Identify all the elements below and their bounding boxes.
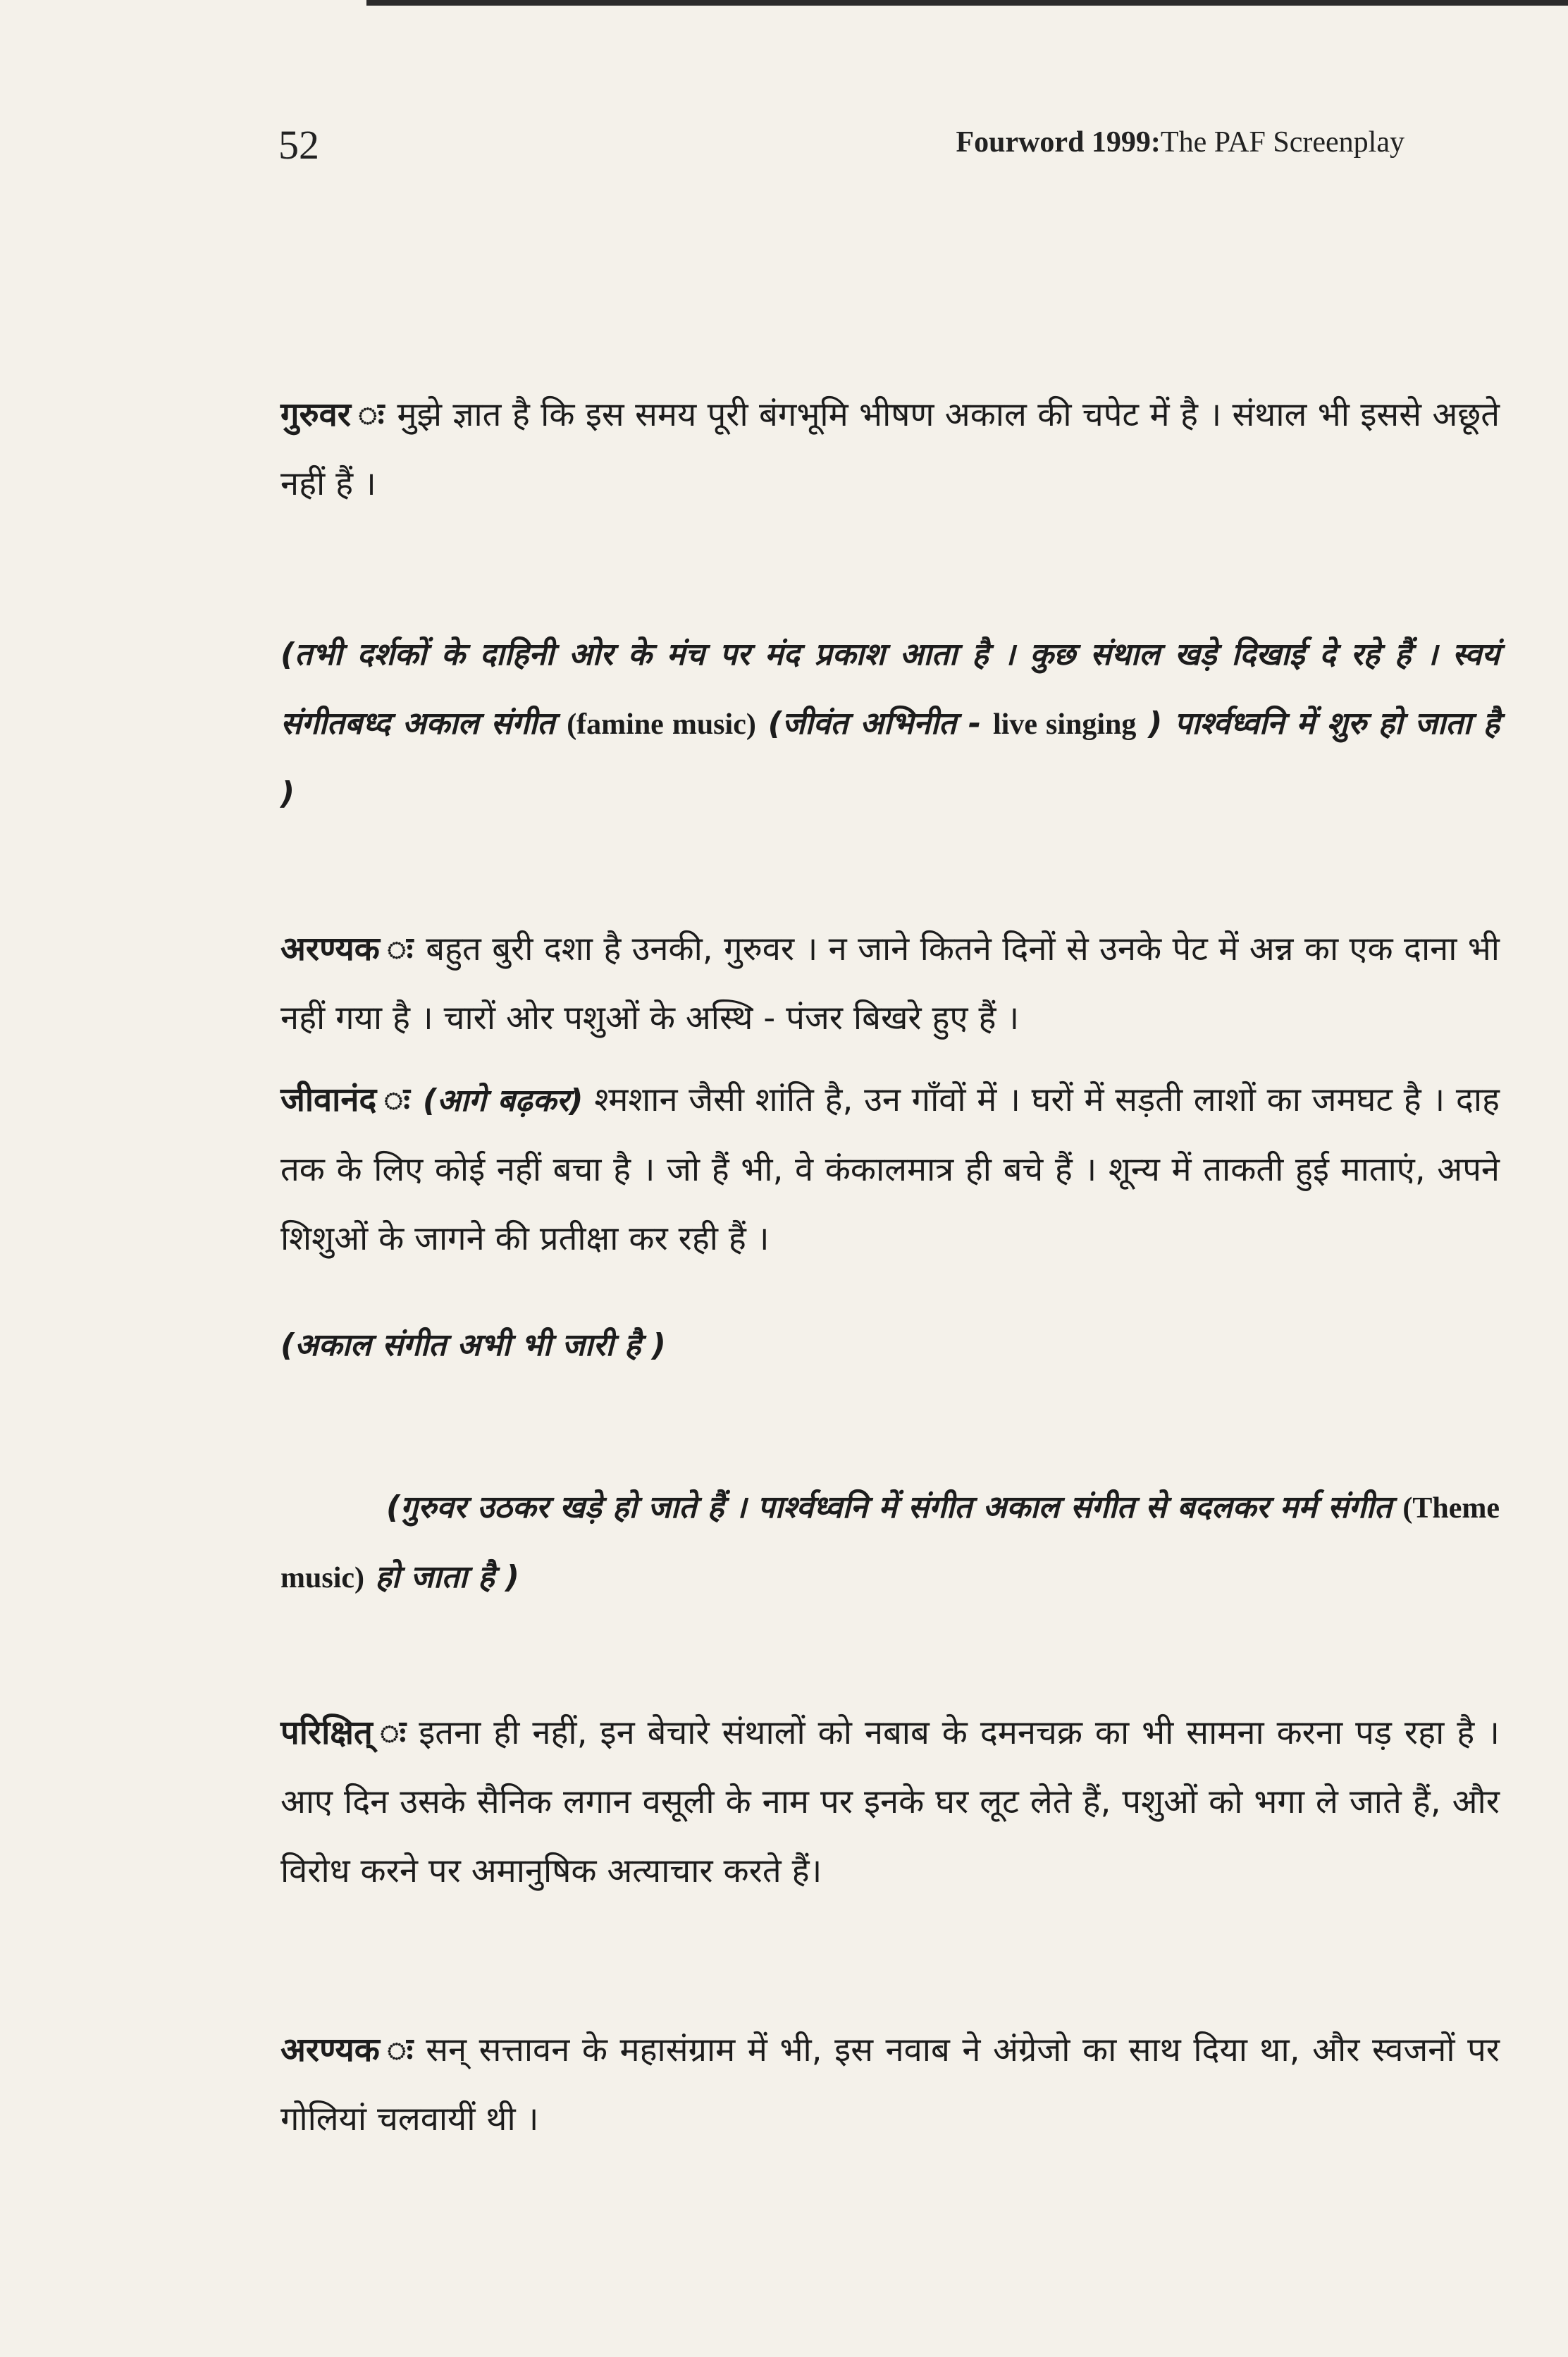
scan-edge xyxy=(366,0,1568,6)
dialogue-text: इतना ही नहीं, इन बेचारे संथालों को नबाब के दमनचक्र का भी सामना करना पड़ रहा है । आए दिन उसके सैनिक लगान वसूली के नाम पर इनके घर लूट लेते हैं, पशुओं को भगा ले जाते हैं, और विरोध करने पर अमानुषिक अत्याचार करते हैं। xyxy=(280,1713,1500,1890)
dialogue-jeevanand xyxy=(280,1066,1500,1274)
dialogue-guruvar xyxy=(280,381,1500,519)
direction-english: live singing xyxy=(993,708,1137,741)
running-header-bold: Fourword 1999: xyxy=(956,126,1161,159)
running-header xyxy=(956,125,1405,159)
running-header-rest: The PAF Screenplay xyxy=(1160,126,1405,159)
speaker-name: अरण्यक xyxy=(280,2031,380,2069)
dialogue-text: श्मशान जैसी शांति है, उन गाँवों में । घरों में सड़ती लाशों का जमघट है । दाह तक के लिए कोई नहीं बचा है । जो हैं भी, वे कंकालमात्र ही बचे हैं । शून्य में ताकती हुई माताएं, अपने शिशुओं के जागने की प्रतीक्षा कर रही हैं । xyxy=(280,1081,1500,1258)
dialogue-aranyak xyxy=(280,915,1500,1053)
direction-text: हो जाता है ) xyxy=(375,1559,520,1595)
stage-direction-theme-music xyxy=(280,1473,1500,1613)
direction-english: (famine music) xyxy=(567,708,756,741)
speaker-separator: ः xyxy=(357,395,385,434)
dialogue-text: मुझे ज्ञात है कि इस समय पूरी बंगभूमि भीषण अकाल की चपेट में है । संथाल भी इससे अछूते नहीं हैं । xyxy=(280,395,1500,503)
stage-direction-famine-music xyxy=(280,620,1500,828)
speaker-separator: ः xyxy=(386,930,414,968)
direction-text: (गुरुवर उठकर खड़े हो जाते हैं । पार्श्वध्वनि में संगीत अकाल संगीत से बदलकर मर्म संगीत xyxy=(386,1489,1392,1525)
dialogue-text: सन् सत्तावन के महासंग्राम में भी, इस नवाब ने अंग्रेजो का साथ दिया था, और स्वजनों पर गोलियां चलवायीं थी । xyxy=(280,2031,1500,2138)
speaker-name: परिक्षित् xyxy=(280,1713,373,1752)
direction-english: (Theme music) xyxy=(280,1492,1500,1594)
speaker-name: जीवानंद xyxy=(280,1081,377,1119)
direction-text: (अकाल संगीत अभी भी जारी है ) xyxy=(280,1327,666,1363)
direction-text: (जीवंत अभिनीत - xyxy=(767,706,982,741)
speaker-name: गुरुवर xyxy=(280,395,351,434)
speaker-separator: ः xyxy=(383,1081,410,1119)
dialogue-aranyak-2 xyxy=(280,2016,1500,2154)
direction-text: (तभी दर्शकों के दाहिनी ओर के मंच पर मंद प्रकाश आता है । कुछ संथाल खड़े दिखाई दे रहे हैं । स्वयं संगीतबध्द अकाल संगीत xyxy=(280,636,1500,741)
speaker-separator: ः xyxy=(386,2031,414,2069)
direction-text: ) पार्श्वध्वनि में शुरु हो जाता है ) xyxy=(280,706,1500,811)
speaker-separator: ः xyxy=(379,1713,407,1752)
dialogue-parikshit xyxy=(280,1699,1500,1906)
stage-direction-continues xyxy=(280,1311,1500,1380)
inline-direction: (आगे बढ़कर) xyxy=(422,1083,584,1119)
page-number: 52 xyxy=(278,122,319,168)
speaker-name: अरण्यक xyxy=(280,930,380,968)
dialogue-text: बहुत बुरी दशा है उनकी, गुरुवर । न जाने कितने दिनों से उनके पेट में अन्न का एक दाना भी नहीं गया है । चारों ओर पशुओं के अस्थि - पंजर बिखरे हुए हैं । xyxy=(280,930,1500,1038)
